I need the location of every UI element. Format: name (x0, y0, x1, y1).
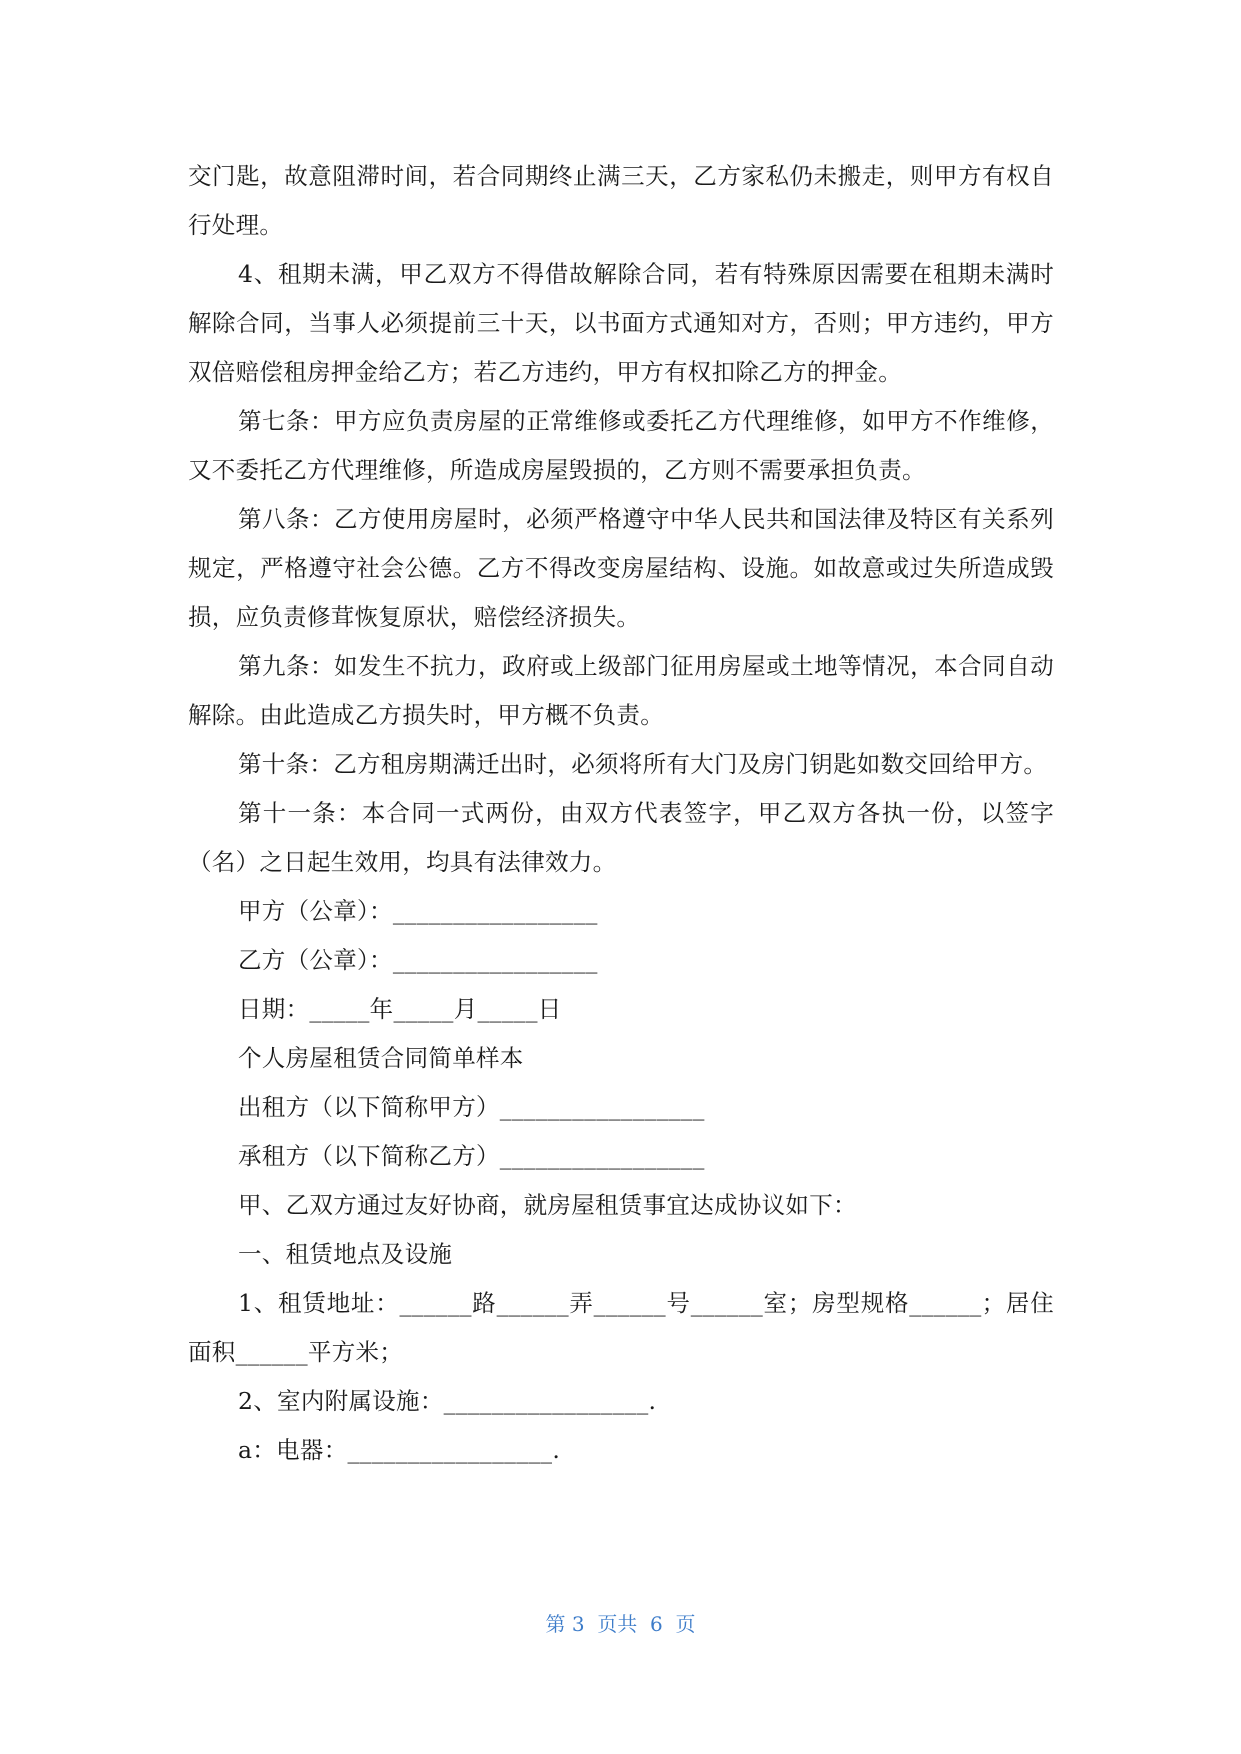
document-body (188, 152, 1054, 1475)
paragraph: 出租方（以下简称甲方）_________________ (238, 1093, 705, 1121)
page-footer (0, 1608, 1241, 1637)
paragraph: 第七条：甲方应负责房屋的正常维修或委托乙方代理维修，如甲方不作维修，又不委托乙方代理维修，所造成房屋毁损的，乙方则不需要承担负责。 (188, 407, 1054, 484)
paragraph: 甲、乙双方通过友好协商，就房屋租赁事宜达成协议如下： (238, 1191, 857, 1219)
paragraph: 第八条：乙方使用房屋时，必须严格遵守中华人民共和国法律及特区有关系列规定，严格遵守社会公德。乙方不得改变房屋结构、设施。如故意或过失所造成毁损，应负责修茸恢复原状，赔偿经济损失。 (188, 505, 1054, 631)
paragraph: 第十条：乙方租房期满迁出时，必须将所有大门及房门钥匙如数交回给甲方。 (238, 750, 1048, 778)
footer-prefix: 第 (545, 1612, 566, 1636)
paragraph: 一、租赁地点及设施 (238, 1240, 453, 1268)
paragraph: 乙方（公章）：_________________ (238, 946, 598, 974)
paragraph: 交门匙，故意阻滞时间，若合同期终止满三天，乙方家私仍未搬走，则甲方有权自行处理。 (188, 162, 1054, 239)
paragraph: 1、租赁地址：______路______弄______号______室；房型规格______；居住面积______平方米； (188, 1289, 1054, 1366)
paragraph: 甲方（公章）：_________________ (238, 897, 598, 925)
paragraph: 第九条：如发生不抗力，政府或上级部门征用房屋或土地等情况，本合同自动解除。由此造成乙方损失时，甲方概不负责。 (188, 652, 1054, 729)
paragraph: 第十一条：本合同一式两份，由双方代表签字，甲乙双方各执一份，以签字（名）之日起生效用，均具有法律效力。 (188, 799, 1054, 876)
paragraph: 日期：_____年_____月_____日 (238, 995, 562, 1023)
footer-total-pages: 6 (650, 1612, 663, 1636)
footer-suffix: 页 (675, 1612, 696, 1636)
footer-middle: 页共 (597, 1612, 638, 1636)
paragraph: 4、租期未满，甲乙双方不得借故解除合同，若有特殊原因需要在租期未满时解除合同，当事人必须提前三十天，以书面方式通知对方，否则；甲方违约，甲方双倍赔偿租房押金给乙方；若乙方违约，甲方有权扣除乙方的押金。 (188, 260, 1054, 386)
paragraph: a：电器：_________________. (238, 1436, 561, 1464)
paragraph: 2、室内附属设施：_________________. (238, 1387, 657, 1415)
footer-current-page: 3 (571, 1612, 585, 1636)
paragraph: 个人房屋租赁合同简单样本 (238, 1044, 524, 1072)
paragraph: 承租方（以下简称乙方）_________________ (238, 1142, 705, 1170)
